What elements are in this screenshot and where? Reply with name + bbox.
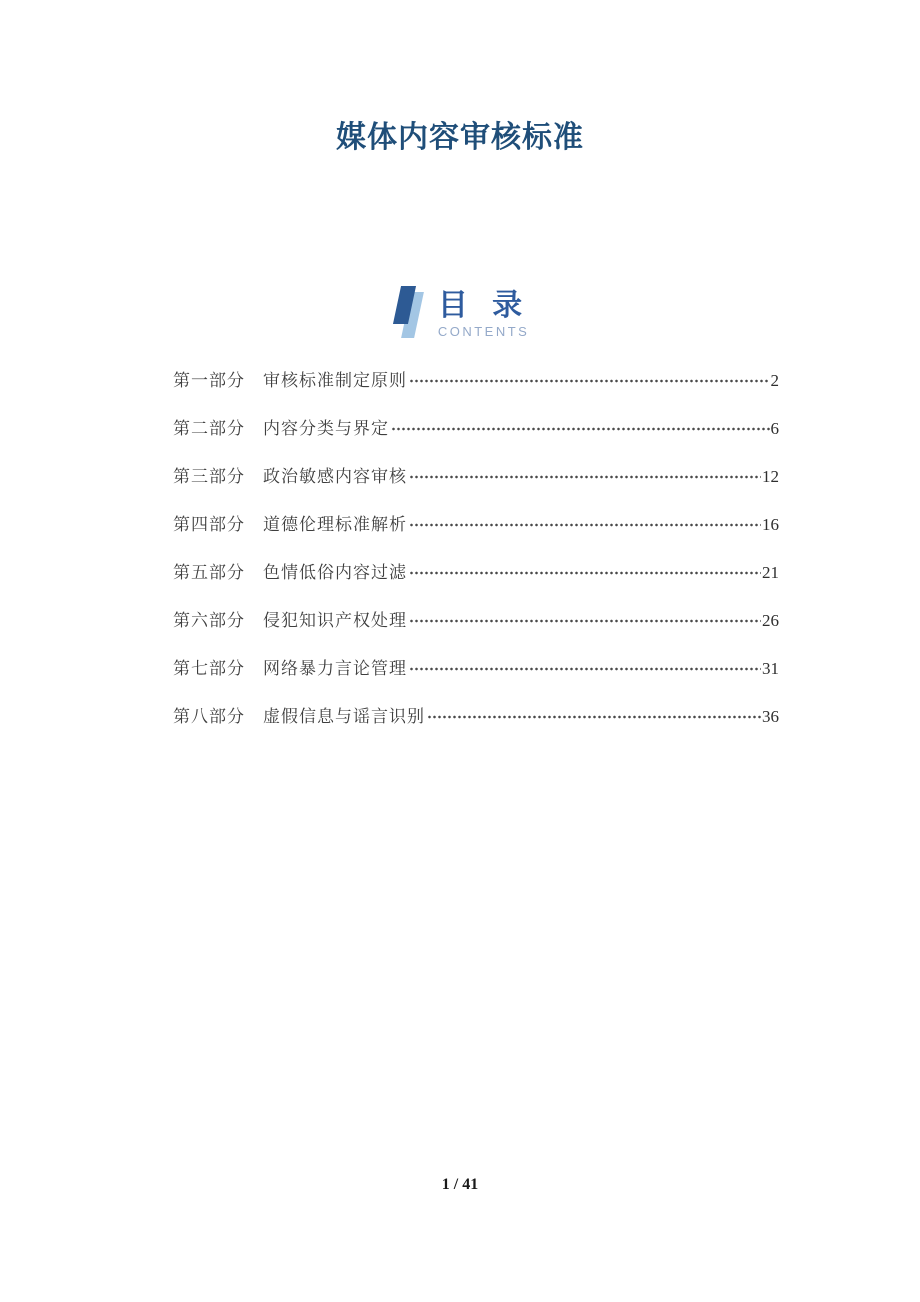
dot-leader [409, 462, 761, 482]
toc-page-number: 26 [762, 611, 779, 630]
toc-header [0, 283, 920, 345]
dot-leader [409, 654, 761, 674]
toc-entry-title: 道德伦理标准解析 [263, 515, 407, 534]
toc-entry[interactable] [173, 462, 779, 486]
toc-part-label: 第七部分 [173, 659, 245, 678]
dot-leader [409, 606, 761, 626]
dot-leader [391, 414, 770, 434]
toc-entry[interactable] [173, 606, 779, 630]
toc-entry[interactable] [173, 654, 779, 678]
toc-part-label: 第六部分 [173, 611, 245, 630]
toc-entry-title: 网络暴力言论管理 [263, 659, 407, 678]
toc-entry[interactable] [173, 558, 779, 582]
dot-leader [409, 558, 761, 578]
toc-part-label: 第一部分 [173, 371, 245, 390]
toc-entry[interactable] [173, 702, 779, 726]
toc-page-number: 2 [770, 371, 779, 390]
toc-entry-title: 侵犯知识产权处理 [263, 611, 407, 630]
toc-logo-icon [390, 283, 432, 345]
toc-entry[interactable] [173, 510, 779, 534]
toc-heading: 目 录 [437, 289, 531, 322]
page-number-footer: 1 / 41 [441, 1176, 479, 1193]
toc-part-label: 第四部分 [173, 515, 245, 534]
toc-part-label: 第八部分 [173, 707, 245, 726]
toc-entry-title: 虚假信息与谣言识别 [263, 707, 425, 726]
dot-leader [409, 366, 770, 386]
dot-leader [409, 510, 761, 530]
toc-page-number: 31 [762, 659, 779, 678]
toc-entry[interactable] [173, 366, 779, 390]
toc-page-number: 6 [770, 419, 779, 438]
toc-heading-group [438, 283, 530, 339]
toc-entry-title: 审核标准制定原则 [263, 371, 407, 390]
toc-part-label: 第五部分 [173, 563, 245, 582]
toc-subheading: CONTENTS [437, 324, 530, 339]
toc-entry-title: 内容分类与界定 [263, 419, 389, 438]
toc-part-label: 第二部分 [173, 419, 245, 438]
toc-list [173, 366, 779, 750]
toc-entry-title: 政治敏感内容审核 [263, 467, 407, 486]
toc-page-number: 12 [762, 467, 779, 486]
toc-entry[interactable] [173, 414, 779, 438]
toc-page-number: 21 [762, 563, 779, 582]
document-title: 媒体内容审核标准 [336, 121, 584, 154]
toc-page-number: 36 [762, 707, 779, 726]
dot-leader [427, 702, 761, 722]
toc-entry-title: 色情低俗内容过滤 [263, 563, 407, 582]
toc-page-number: 16 [762, 515, 779, 534]
toc-part-label: 第三部分 [173, 467, 245, 486]
